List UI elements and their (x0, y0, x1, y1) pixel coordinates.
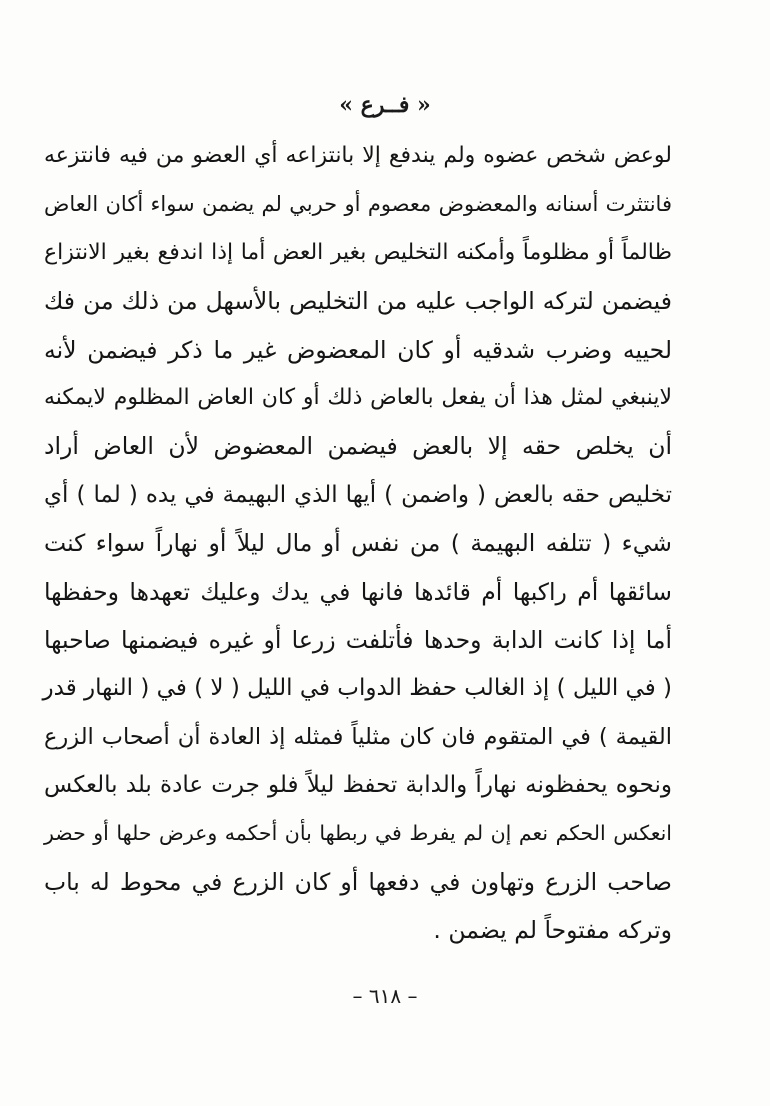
text-line: فانتثرت أسنانه والمعضوض معصوم أو حربي لم يضمن سواء أكان العاض (44, 192, 672, 217)
text-line: تخليص حقه بالعض ( واضمن ) أيها الذي البهيمة في يده ( لما ) أي (44, 481, 672, 508)
text-line: القيمة ) في المتقوم فان كان مثلياً فمثله إذ العادة أن أصحاب الزرع (44, 723, 672, 750)
text-line: أما إذا كانت الدابة وحدها فأتلفت زرعا أو غيره فيضمنها صاحبها (44, 625, 672, 654)
text-line: انعكس الحكم نعم إن لم يفرط في ربطها بأن أحكمه وعرض حلها أو حضر (44, 821, 672, 846)
text-line: لوعض شخص عضوه ولم يندفع إلا بانتزاعه أي العضو من فيه فانتزعه (44, 143, 672, 168)
text-line: لاينبغي لمثل هذا أن يفعل بالعاض ذلك أو كان العاض المظلوم لايمكنه (44, 384, 672, 410)
text-line: أن يخلص حقه إلا بالعض فيضمن المعضوض لأن العاض أراد (44, 432, 672, 461)
text-line: لحييه وضرب شدقيه أو كان المعضوض غير ما ذكر فيضمن لأنه (44, 335, 672, 364)
text-line: ( في الليل ) إذ الغالب حفظ الدواب في الليل ( لا ) في ( النهار قدر (42, 675, 672, 702)
text-line: شيء ( تتلفه البهيمة ) من نفس أو مال ليلاً أو نهاراً سواء كنت (44, 529, 672, 558)
text-line: وتركه مفتوحاً لم يضمن . (433, 916, 672, 945)
page-number: – ٦١٨ – (352, 984, 418, 1008)
text-line: ونحوه يحفظونه نهاراً والدابة تحفظ ليلاً فلو جرت عادة بلد بالعكس (44, 772, 672, 799)
text-line: ظالماً أو مظلوماً وأمكنه التخليص بغير العض أما إذا اندفع بغير الانتزاع (44, 239, 672, 265)
body-text (44, 132, 672, 955)
section-heading: « فــرع » (339, 92, 431, 118)
text-line: صاحب الزرع وتهاون في دفعها أو كان الزرع في محوط له باب (44, 867, 672, 896)
text-line: سائقها أم راكبها أم قائدها فانها في يدك وعليك تعهدها وحفظها (44, 577, 672, 606)
text-line: فيضمن لتركه الواجب عليه من التخليص بالأسهل من ذلك من فك (44, 287, 672, 316)
